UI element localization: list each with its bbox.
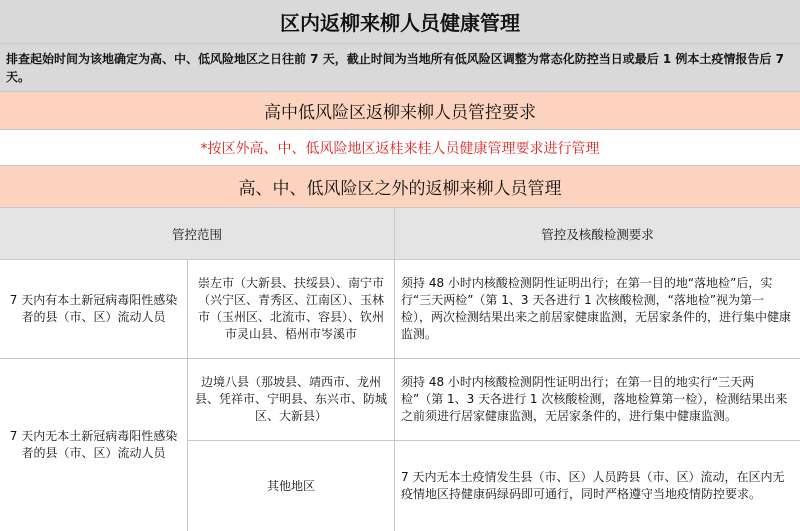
- header-control-range: 管控范围: [0, 208, 395, 259]
- table-cell-requirement-3: 7 天内无本土疫情发生县（市、区）人员跨县（市、区）流动，在区内无疫情地区持健康码绿码即可通行，同时严格遵守当地疫情防控要求。: [401, 470, 785, 501]
- table-cell-range-1: 7 天内有本土新冠病毒阳性感染者的县（市、区）流动人员: [0, 260, 188, 359]
- header-control-requirements: 管控及核酸检测要求: [541, 226, 654, 242]
- table-cell-requirement-2: 须持 48 小时内核酸检测阴性证明出行；在第一目的地实行“三天两检”（第 1、3 天各进行 1 次核酸检测，落地检算第一检），检测结果出来之前须进行居家健康监测，无居家条件的，进行集中健康监测。: [395, 359, 800, 441]
- table-cell-requirement-1: 须持 48 小时内核酸检测阴性证明出行；在第一目的地“落地检”后，实行“三天两检”（第 1、3 天各进行 1 次核酸检测，“落地检”视为第一检），两次检测结果出来之前居家健康监测，无居家条件的，进行集中健康监测。: [395, 260, 800, 359]
- notice-text: 排查起始时间为该地确定为高、中、低风险地区之日往前 7 天，截止时间为当地所有低风险区调整为常态化防控当日或最后 1 例本土疫情报告后 7 天。: [0, 44, 800, 92]
- section-header-high-medium-low-risk: 高中低风险区返柳来柳人员管控要求: [0, 92, 800, 130]
- table-cell-range-2: 7 天内无本土新冠病毒阳性感染者的县（市、区）流动人员: [0, 359, 188, 531]
- table-cell-area-2: 边境八县（那坡县、靖西市、龙州县、凭祥市、宁明县、东兴市、防城区、大新县）: [188, 359, 395, 441]
- table-header: [0, 208, 800, 260]
- table-cell-area-3: 其他地区: [188, 441, 395, 531]
- section-header-outside-risk-areas: 高、中、低风险区之外的返柳来柳人员管理: [0, 166, 800, 208]
- page-title: 区内返柳来柳人员健康管理: [0, 0, 800, 44]
- red-note: *按区外高、中、低风险地区返桂来桂人员健康管理要求进行管理: [0, 130, 800, 166]
- table-cell-area-1: 崇左市（大新县、扶绥县）、南宁市（兴宁区、青秀区、江南区）、玉林市（玉州区、北流市、容县）、钦州市灵山县、梧州市岑溪市: [188, 260, 395, 359]
